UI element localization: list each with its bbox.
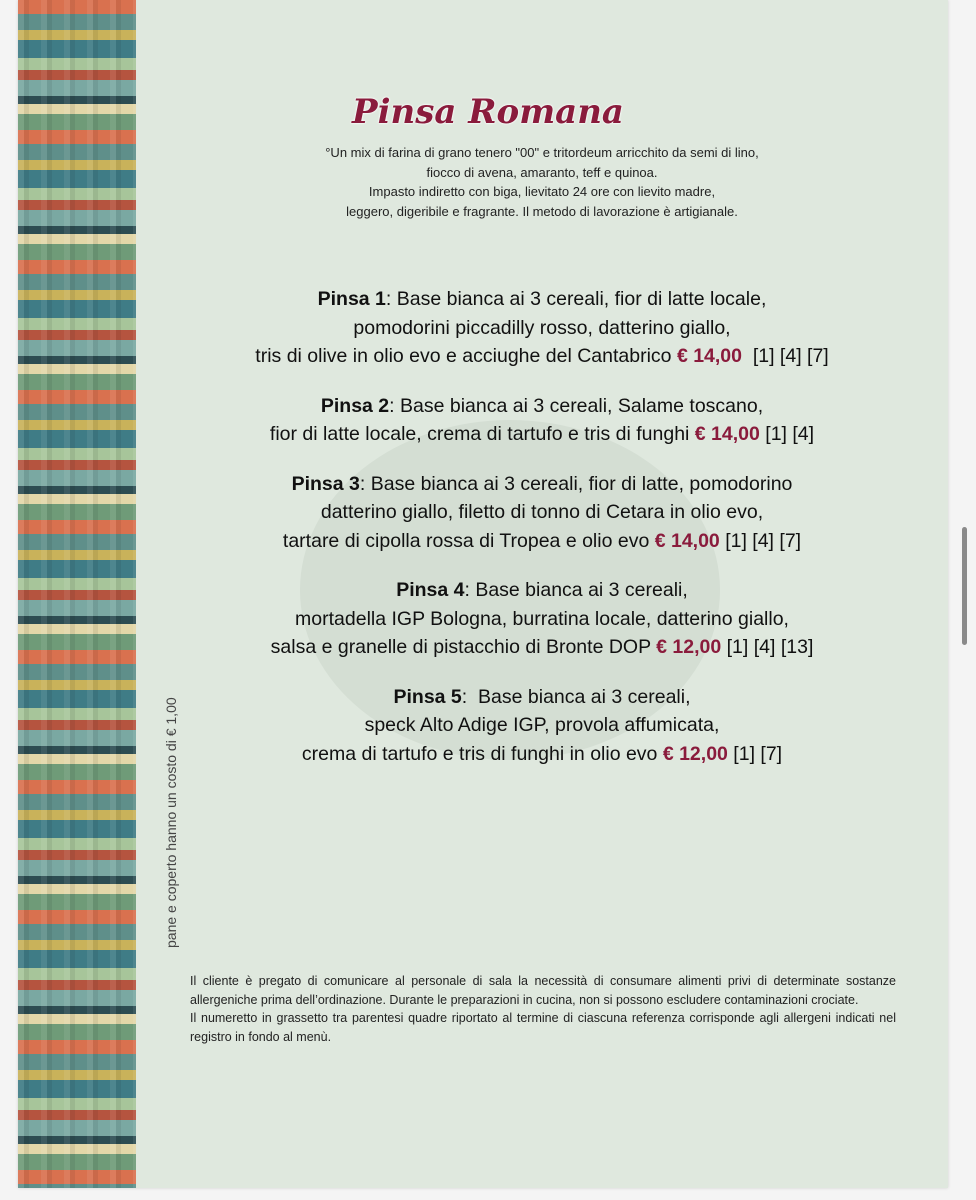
item-name: Pinsa 4: [396, 579, 465, 601]
item-desc: tris di olive in olio evo e acciughe del Cantabrico: [255, 345, 677, 367]
item-desc: salsa e granelle di pistacchio di Bronte DOP: [270, 636, 657, 658]
scrollbar[interactable]: [962, 527, 967, 645]
item-desc: : Base bianca ai 3 cereali,: [461, 685, 691, 708]
item-name: Pinsa 3: [291, 472, 360, 495]
item-price: € 14,00: [676, 345, 742, 367]
menu-item: [136, 285, 948, 371]
menu-item: [136, 392, 948, 449]
intro-line: leggero, digeribile e fragrante. Il metodo di lavorazione è artigianale.: [346, 203, 738, 219]
intro-line: Impasto indiretto con biga, lievitato 24 ore con lievito madre,: [368, 184, 716, 199]
item-desc: pomodorini piccadilly rosso, datterino giallo,: [353, 316, 731, 339]
item-desc: crema di tartufo e tris di funghi in olio evo: [301, 742, 663, 765]
item-desc: : Base bianca ai 3 cereali, Salame toscano,: [389, 394, 764, 417]
item-allergens: [1] [4] [7]: [719, 529, 802, 552]
intro-line: °Un mix di farina di grano tenero "00" e tritordeum arricchito da semi di lino,: [325, 145, 759, 160]
notice-paragraph: Il numeretto in grassetto tra parentesi quadre riportato al termine di ciascuna referenza corrisponde agli allergeni indicati nel registro in fondo al menù.: [190, 1011, 896, 1044]
item-desc: speck Alto Adige IGP, provola affumicata,: [364, 714, 720, 736]
allergen-notice: [190, 972, 896, 1046]
item-price: € 12,00: [662, 742, 728, 765]
menu-item: [136, 470, 948, 556]
item-price: € 14,00: [694, 423, 760, 445]
cover-charge-note: pane e coperto hanno un costo di € 1,00: [163, 697, 179, 948]
menu-items: [136, 285, 948, 789]
item-allergens: [1] [4] [7]: [742, 345, 829, 367]
item-desc: mortadella IGP Bologna, burratina locale, datterino giallo,: [295, 607, 789, 630]
item-price: € 14,00: [654, 529, 720, 552]
item-desc: : Base bianca ai 3 cereali, fior di latte, pomodorino: [359, 472, 793, 495]
page-title: Pinsa Romana: [352, 92, 624, 132]
item-allergens: [1] [4] [13]: [721, 636, 814, 658]
item-desc: tartare di cipolla rossa di Tropea e olio evo: [282, 529, 655, 552]
notice-paragraph: Il cliente è pregato di comunicare al personale di sala la necessità di consumare alimenti privi di determinate sostanze allergeniche prima dell’ordinazione. Durante le preparazioni in cucina, non si possono escludere contaminazioni crociate.: [190, 974, 896, 1007]
item-allergens: [1] [4]: [759, 423, 815, 445]
menu-item: [136, 576, 948, 662]
item-name: Pinsa 2: [320, 394, 390, 417]
dough-description: [0, 143, 976, 221]
item-desc: : Base bianca ai 3 cereali, fior di latte locale,: [385, 288, 767, 310]
item-name: Pinsa 5: [393, 685, 462, 708]
item-desc: : Base bianca ai 3 cereali,: [464, 579, 688, 601]
item-name: Pinsa 1: [317, 288, 386, 310]
item-desc: fior di latte locale, crema di tartufo e tris di funghi: [269, 423, 695, 445]
item-price: € 12,00: [656, 636, 722, 658]
item-desc: datterino giallo, filetto di tonno di Cetara in olio evo,: [320, 501, 764, 523]
intro-line: fiocco di avena, amaranto, teff e quinoa.: [426, 164, 658, 180]
menu-item: [136, 683, 948, 769]
item-allergens: [1] [7]: [727, 742, 783, 765]
